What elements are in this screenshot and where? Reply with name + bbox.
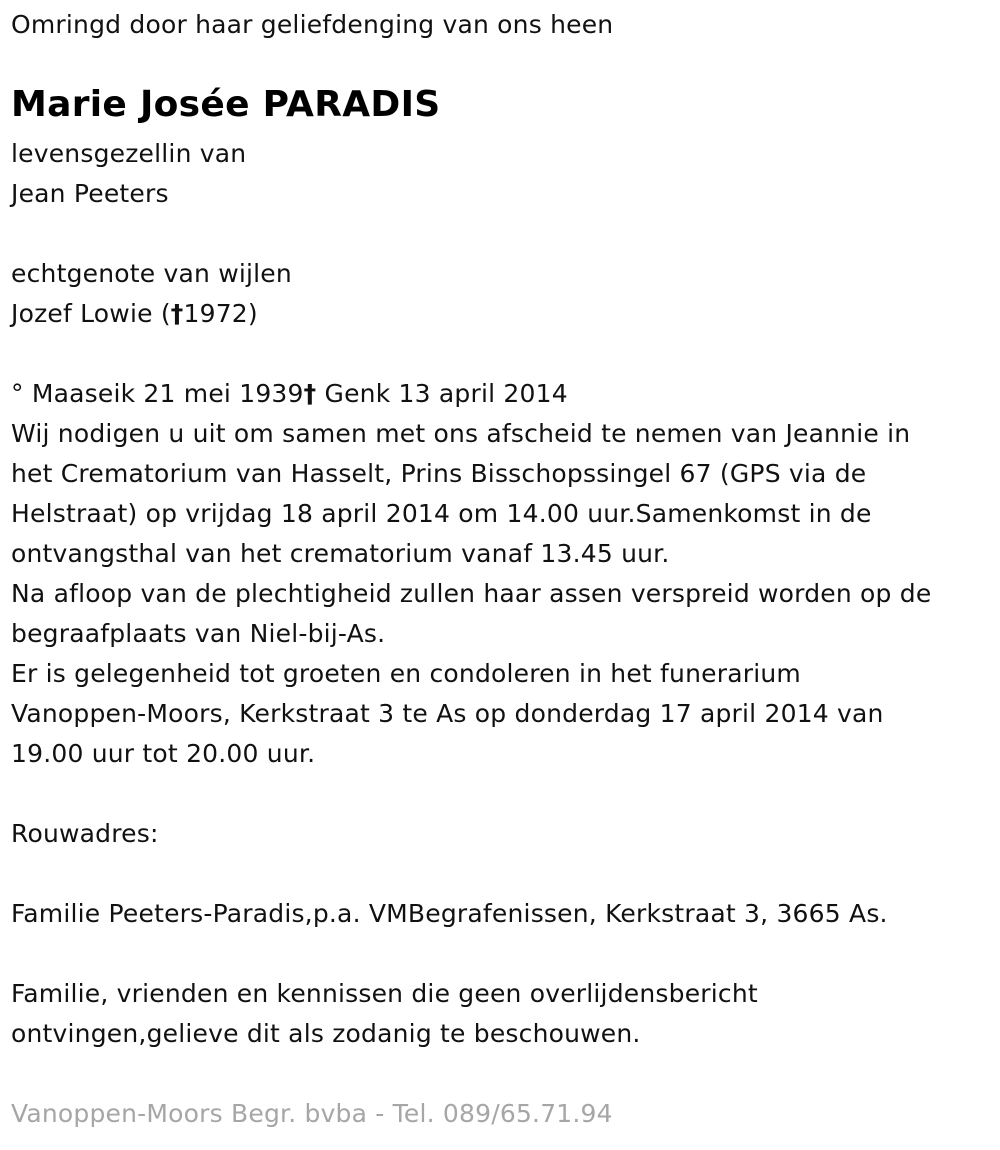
partner-relation: levensgezellin van bbox=[11, 139, 247, 168]
birth-death-line bbox=[11, 374, 931, 414]
notice-line: Familie, vrienden en kennissen die geen overlijdensbericht bbox=[11, 979, 758, 1008]
body-line: Vanoppen-Moors, Kerkstraat 3 te As op donderdag 17 april 2014 van bbox=[11, 699, 884, 728]
address-label: Rouwadres: bbox=[11, 819, 159, 848]
funeral-home-footer: Vanoppen-Moors Begr. bvba - Tel. 089/65.71.94 bbox=[11, 1099, 613, 1128]
birth-info: ° Maaseik 21 mei 1939 bbox=[11, 379, 304, 408]
partner-name: Jean Peeters bbox=[11, 179, 169, 208]
body-line: 19.00 uur tot 20.00 uur. bbox=[11, 739, 316, 768]
spouse-death-year: 1972) bbox=[183, 299, 258, 328]
spouse-name bbox=[11, 294, 292, 334]
partner-block bbox=[11, 134, 246, 214]
body-line: Helstraat) op vrijdag 18 april 2014 om 14.00 uur.Samenkomst in de bbox=[11, 499, 872, 528]
body-line: Wij nodigen u uit om samen met ons afscheid te nemen van Jeannie in bbox=[11, 419, 911, 448]
notice-block bbox=[11, 974, 758, 1054]
body-line: Na afloop van de plechtigheid zullen haar assen verspreid worden op de bbox=[11, 579, 932, 608]
body-line: begraafplaats van Niel-bij-As. bbox=[11, 619, 386, 648]
notice-line: ontvingen,gelieve dit als zodanig te beschouwen. bbox=[11, 1019, 641, 1048]
intro-text: Omringd door haar geliefdenging van ons heen bbox=[11, 10, 614, 39]
mourning-address: Familie Peeters-Paradis,p.a. VMBegrafenissen, Kerkstraat 3, 3665 As. bbox=[11, 899, 888, 928]
body-line: Er is gelegenheid tot groeten en condoleren in het funerarium bbox=[11, 659, 801, 688]
spouse-name-prefix: Jozef Lowie ( bbox=[11, 299, 171, 328]
cross-icon: † bbox=[170, 299, 184, 328]
spouse-relation: echtgenote van wijlen bbox=[11, 259, 292, 288]
body-line: ontvangsthal van het crematorium vanaf 13.45 uur. bbox=[11, 539, 670, 568]
deceased-name: Marie Josée PARADIS bbox=[11, 84, 441, 125]
death-info: Genk 13 april 2014 bbox=[316, 379, 568, 408]
cross-icon: † bbox=[303, 379, 317, 408]
body-line: het Crematorium van Hasselt, Prins Bisschopssingel 67 (GPS via de bbox=[11, 459, 867, 488]
spouse-block bbox=[11, 254, 292, 334]
body-block bbox=[11, 374, 931, 774]
